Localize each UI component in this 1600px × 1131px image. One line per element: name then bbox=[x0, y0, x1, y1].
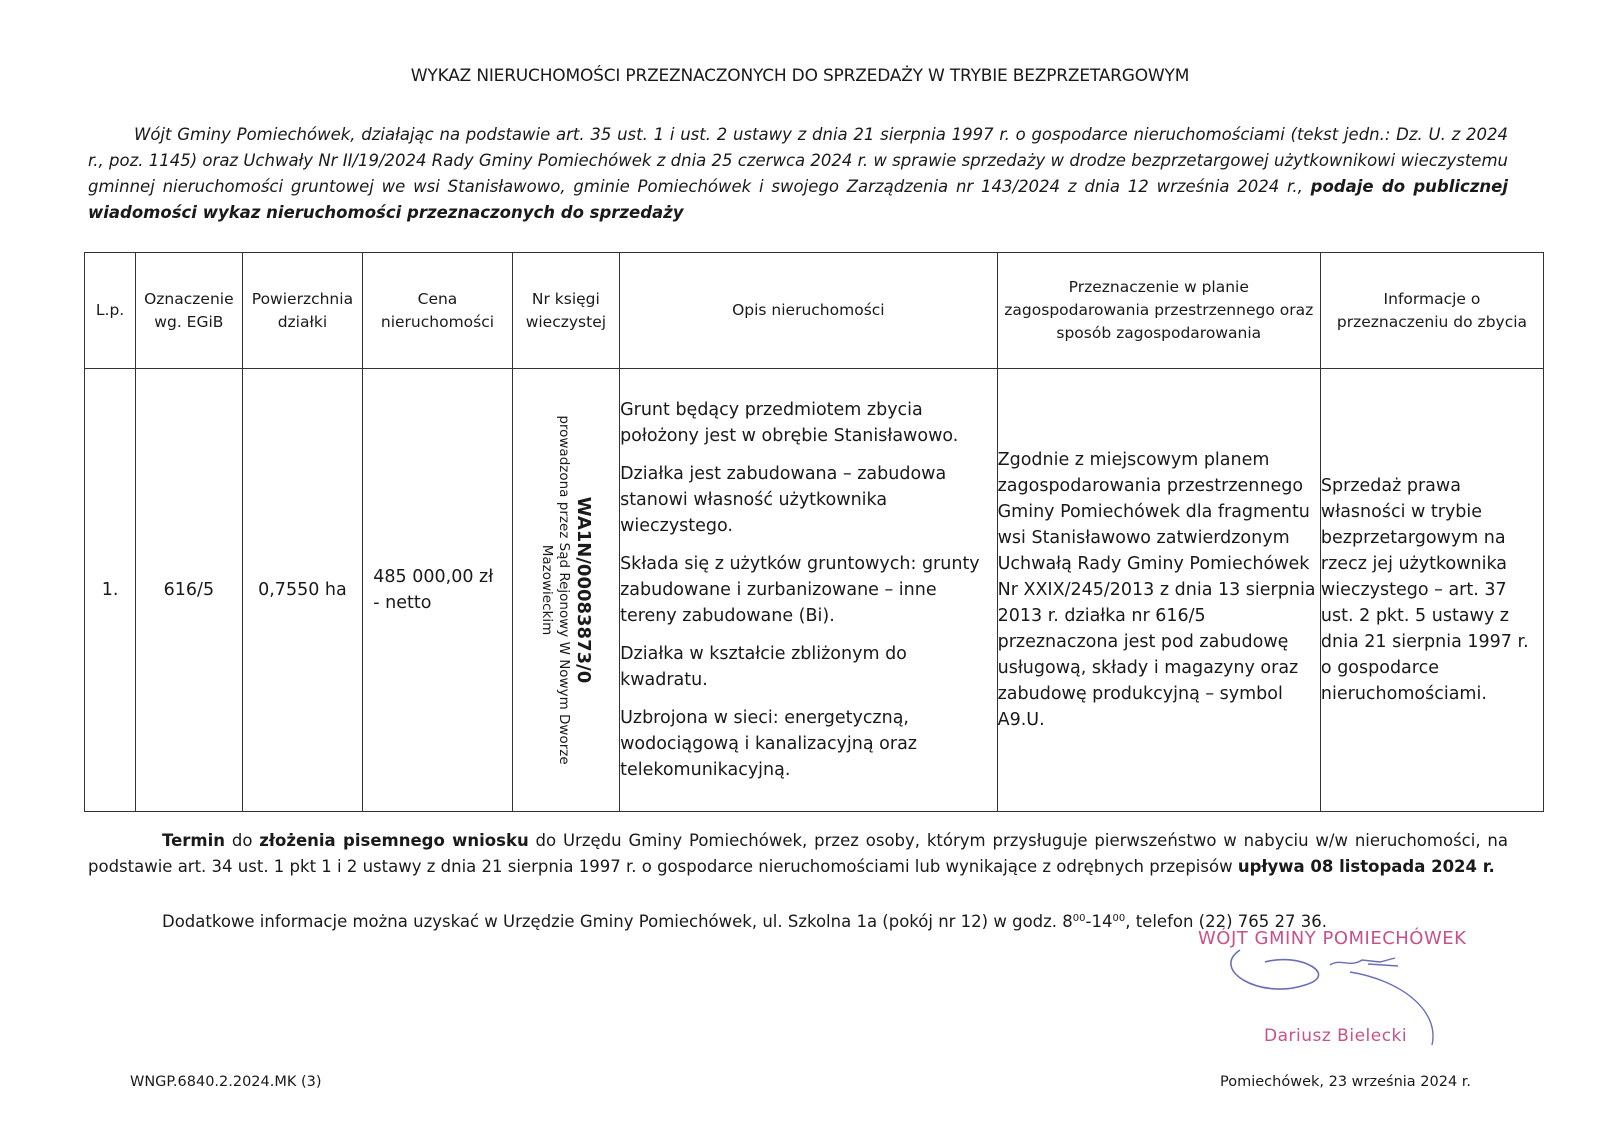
additional-info bbox=[162, 906, 1327, 935]
kw-court: prowadzona przez Sąd Rejonowy W Nowym Dworze Mazowieckim bbox=[538, 415, 572, 765]
description-paragraph: Uzbrojona w sieci: energetyczną, wodociągową i kanalizacyjną oraz telekomunikacyjną. bbox=[620, 708, 917, 780]
cell-price: 485 000,00 zł - netto bbox=[363, 369, 512, 812]
reference-number: WNGP.6840.2.2024.MK (3) bbox=[130, 1074, 322, 1090]
kw-number: WA1N/00083873/0 bbox=[572, 496, 594, 684]
cell-info: Sprzedaż prawa własności w trybie bezprzetargowym na rzecz jej użytkownika wieczystego – art. 37 ust. 2 pkt. 5 ustawy z dnia 21 sierpnia 1997 r. o gospodarce nieruchomościami. bbox=[1320, 369, 1543, 812]
header-area: Powierzchnia działki bbox=[242, 253, 363, 369]
deadline-bold-1: Termin bbox=[162, 831, 225, 850]
intro-paragraph bbox=[88, 122, 1508, 226]
additional-info-tail: , telefon (22) 765 27 36. bbox=[1125, 912, 1328, 931]
hours-sup-2: 00 bbox=[1112, 913, 1126, 924]
deadline-bold-2: złożenia pisemnego wniosku bbox=[259, 831, 529, 850]
property-table bbox=[84, 252, 1544, 812]
table-header-row bbox=[85, 253, 1544, 369]
intro-text: Wójt Gminy Pomiechówek, działając na podstawie art. 35 ust. 1 i ust. 2 ustawy z dnia 21 sierpnia 1997 r. o gospodarce nieruchomościami (tekst jedn.: Dz. U. z 2024 r., poz. 1145) oraz Uchwały Nr II/19/2024 Rady Gminy Pomiechówek z dnia 25 czerwca 2024 r. w sprawie sprzedaży w drodze bezprzetargowej użytkownikowi wieczystemu gminnej nieruchomości gruntowej we wsi Stanisławowo, gminie Pomiechówek i swojego Zarządzenia nr 143/2024 z dnia 12 września 2024 r., bbox=[88, 125, 1508, 196]
cell-kw bbox=[512, 369, 619, 812]
description-paragraph: Działka jest zabudowana – zabudowa stanowi własność użytkownika wieczystego. bbox=[620, 464, 947, 536]
deadline-text-2: do Urzędu Gminy Pomiechówek, przez osoby, którym przysługuje pierwszeństwo w nabyciu w/w nieruchomości, na podstawie art. 34 ust. 1 pkt 1 i 2 ustawy z dnia 21 sierpnia 1997 r. o gospodarce nieruchomościami lub wynikające z odrębnych przepisów bbox=[88, 831, 1508, 876]
header-plan: Przeznaczenie w planie zagospodarowania przestrzennego oraz sposób zagospodarowania bbox=[997, 253, 1320, 369]
place-date: Pomiechówek, 23 września 2024 r. bbox=[1220, 1074, 1472, 1090]
cell-description bbox=[620, 369, 998, 812]
header-kw: Nr księgi wieczystej bbox=[512, 253, 619, 369]
document-title: WYKAZ NIERUCHOMOŚCI PRZEZNACZONYCH DO SPRZEDAŻY W TRYBIE BEZPRZETARGOWYM bbox=[410, 66, 1190, 86]
header-egib: Oznaczenie wg. EGiB bbox=[136, 253, 242, 369]
official-stamp-title: WÓJT GMINY POMIECHÓWEK bbox=[1198, 928, 1467, 949]
description-paragraph: Grunt będący przedmiotem zbycia położony jest w obrębie Stanisławowo. bbox=[620, 400, 959, 446]
deadline-text-1: do bbox=[225, 831, 260, 850]
header-price: Cena nieruchomości bbox=[363, 253, 512, 369]
cell-lp: 1. bbox=[85, 369, 136, 812]
table-row bbox=[85, 369, 1544, 812]
hours-dash: -14 bbox=[1085, 912, 1113, 931]
official-stamp-name: Dariusz Bielecki bbox=[1264, 1026, 1408, 1046]
cell-egib: 616/5 bbox=[136, 369, 242, 812]
intro-bold-text: podaje do publicznej wiadomości wykaz nieruchomości przeznaczonych do sprzedaży bbox=[88, 177, 1509, 222]
header-description: Opis nieruchomości bbox=[620, 253, 998, 369]
header-lp: L.p. bbox=[85, 253, 136, 369]
hours-sup-1: 00 bbox=[1072, 913, 1086, 924]
deadline-paragraph bbox=[88, 828, 1508, 880]
cell-plan: Zgodnie z miejscowym planem zagospodarowania przestrzennego Gminy Pomiechówek dla fragmentu wsi Stanisławowo zatwierdzonym Uchwałą Rady Gminy Pomiechówek Nr XXIX/245/2013 z dnia 13 sierpnia 2013 r. działka nr 616/5 przeznaczona jest pod zabudowę usługową, składy i magazyny oraz zabudowę produkcyjną – symbol A9.U. bbox=[997, 369, 1320, 812]
header-info: Informacje o przeznaczeniu do zbycia bbox=[1320, 253, 1543, 369]
additional-info-text: Dodatkowe informacje można uzyskać w Urzędzie Gminy Pomiechówek, ul. Szkolna 1a (pokój nr 12) w godz. 8 bbox=[162, 912, 1073, 931]
description-paragraph: Składa się z użytków gruntowych: grunty zabudowane i zurbanizowane – inne tereny zabudowane (Bi). bbox=[620, 554, 980, 626]
description-paragraph: Działka w kształcie zbliżonym do kwadratu. bbox=[620, 644, 907, 690]
kw-rotated-text bbox=[538, 405, 594, 775]
cell-area: 0,7550 ha bbox=[242, 369, 363, 812]
deadline-bold-3: upływa 08 listopada 2024 r. bbox=[1237, 857, 1495, 876]
